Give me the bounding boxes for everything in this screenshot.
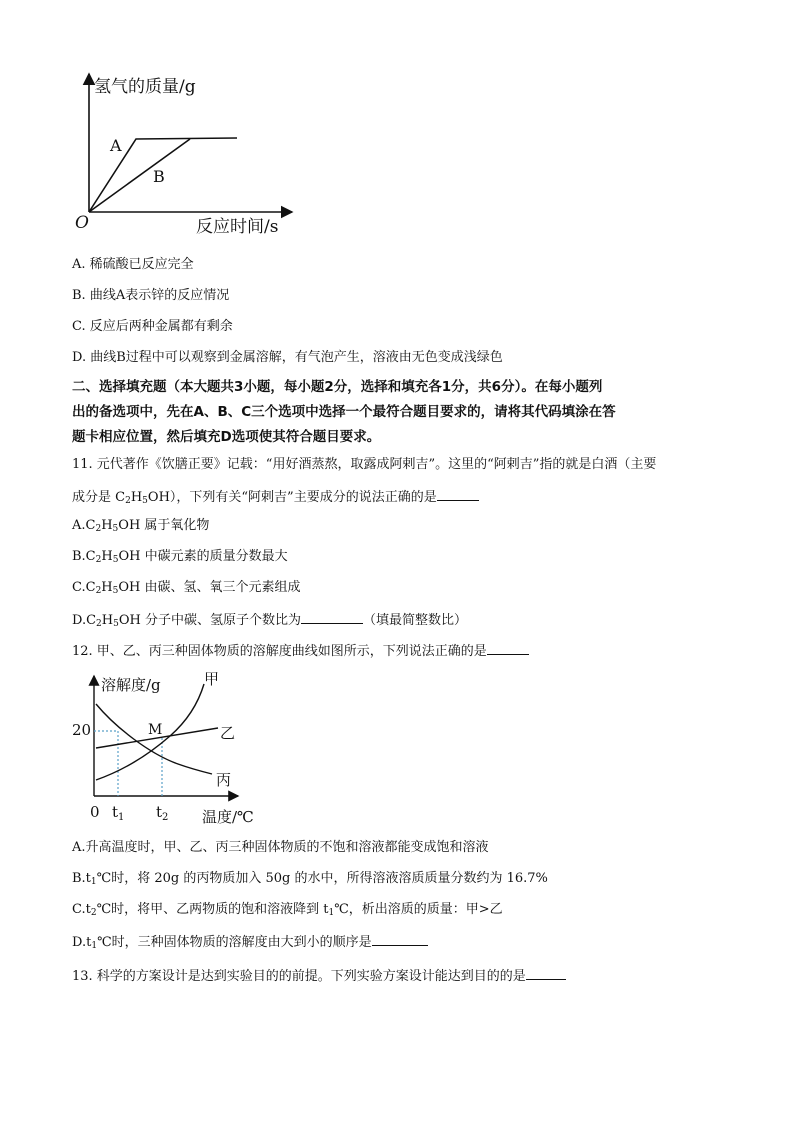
t1-label: $t_1$ [112,803,125,823]
section2-heading-line2: 出的备选项中，先在A、B、C三个选项中选择一个最符合题目要求的，请将其代码填涂在答 [72,404,616,420]
curve-bing-label: 丙 [216,771,232,789]
q12-stem: 12. 甲、乙、丙三种固体物质的溶解度曲线如图所示，下列说法正确的是 [72,641,754,661]
point-m-label: M [148,722,163,738]
q13-answer-blank[interactable] [526,966,566,980]
curve-b-label: B [153,167,165,186]
solubility-graph [70,668,280,830]
q11-formula-prefix: 成分是 C [72,490,126,505]
y-tick-20: 20 [72,721,92,739]
q12-answer-blank[interactable] [487,641,529,655]
x-axis-label: 温度/℃ [202,808,254,826]
curve-a-label: A [110,136,122,155]
curve-b [89,139,190,212]
q10-option-b: B. 曲线A表示锌的反应情况 [72,288,230,303]
q10-option-d: D. 曲线B过程中可以观察到金属溶解，有气泡产生，溶液由无色变成浅绿色 [72,350,503,365]
q11-option-a: $A.C_2H_5OH$ 属于氧化物 [72,518,210,534]
q12-option-d: $D.t_1℃$时，三种固体物质的溶解度由大到小的顺序是 [72,932,754,952]
q12-option-a: A.升高温度时，甲、乙、丙三种固体物质的不饱和溶液都能变成饱和溶液 [72,840,489,855]
curve-yi-label: 乙 [220,724,236,742]
q11-option-d: $D.C_2H_5OH$ 分子中碳、氢原子个数比为 （填最简整数比） [72,610,754,630]
q12-d-answer-blank[interactable] [372,932,428,946]
q12-option-b: $B.t_1℃$时，将 20g 的丙物质加入 50g 的水中，所得溶液溶质质量分数约为 16.7% [72,871,548,887]
q11-option-b: $B.C_2H_5OH$ 中碳元素的质量分数最大 [72,549,288,565]
hydrogen-mass-graph [70,60,320,245]
q12-option-c: $C.t_2℃$时，将甲、乙两物质的饱和溶液降到 $t_1℃$，析出溶质的质量：甲>乙 [72,902,503,918]
origin-label: O [75,213,89,233]
q10-option-a: A. 稀硫酸已反应完全 [72,257,194,272]
q13-stem: 13. 科学的方案设计是达到实验目的的前提。下列实验方案设计能达到目的的是 [72,966,754,986]
q10-option-c: C. 反应后两种金属都有剩余 [72,319,233,334]
section2-heading-line1: 二、选择填充题（本大题共3小题，每小题2分，选择和填充各1分，共6分）。在每小题列 [72,379,603,395]
origin-label: 0 [90,803,100,821]
q11-stem-line2: 成分是 $C_2H_5OH$），下列有关“阿剌吉”主要成分的说法正确的是 [72,487,754,507]
section2-heading-line3: 题卡相应位置，然后填充D选项使其符合题目要求。 [72,429,381,445]
q11-answer-blank[interactable] [437,487,479,501]
curve-jia-label: 甲 [204,670,220,688]
y-axis-label: 氢气的质量/g [94,77,196,97]
t2-label: $t_2$ [156,803,169,823]
x-axis-label: 反应时间/s [196,217,279,237]
q11-stem-line1: 11. 元代著作《饮膳正要》记载：“用好酒蒸熬，取露成阿剌吉”。这里的“阿剌吉”指的就是白酒（主要 [72,457,657,472]
q11-option-c: $C.C_2H_5OH$ 由碳、氢、氧三个元素组成 [72,580,301,596]
y-axis-label: 溶解度/g [101,676,161,694]
q11-d-answer-blank[interactable] [301,610,363,624]
